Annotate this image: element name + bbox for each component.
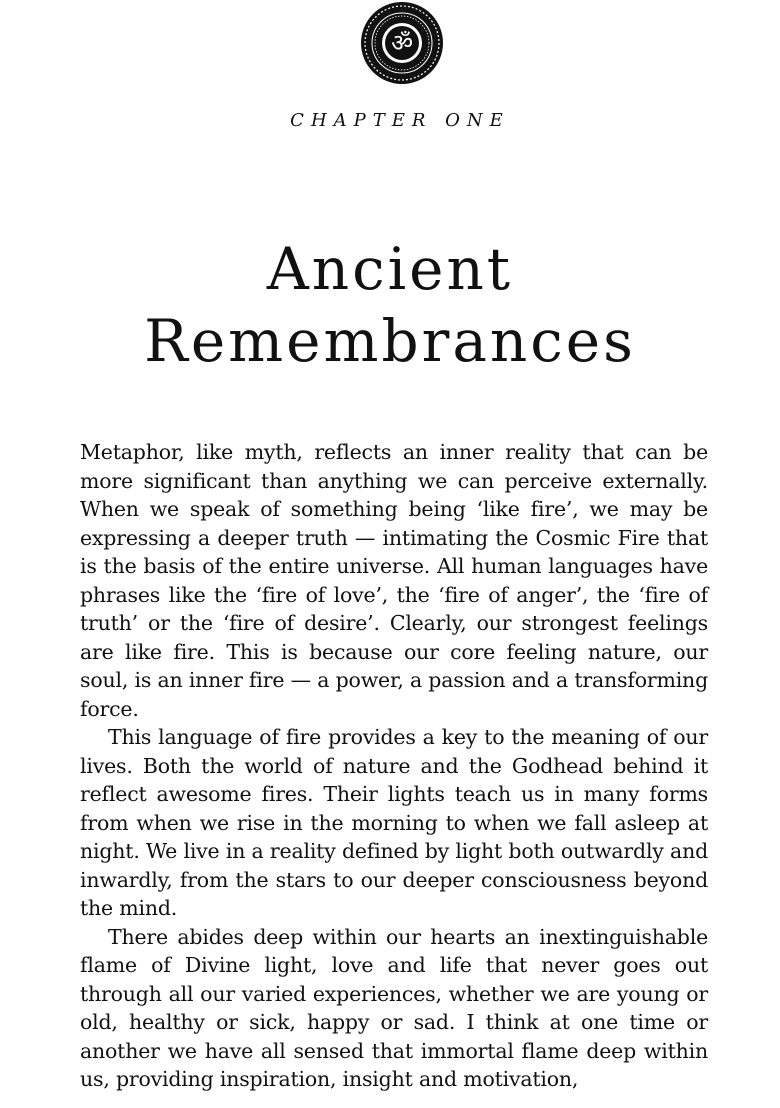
chapter-body [80, 438, 708, 1094]
om-mandala-icon [358, 0, 446, 86]
body-paragraph-1: Metaphor, like myth, reflects an inner reality that can be more significant than anything we can perceive externally. When we speak of something being ‘like fire’, we may be expressing a deeper truth — intimating the Cosmic Fire that is the basis of the entire universe. All human languages have phrases like the ‘fire of love’, the ‘fire of anger’, the ‘fire of truth’ or the ‘fire of desire’. Clearly, our strongest feelings are like fire. This is because our core feeling nature, our soul, is an inner fire — a power, a passion and a transforming force. [80, 440, 708, 721]
body-paragraph-3: There abides deep within our hearts an inextinguishable flame of Divine light, love and life that never goes out through all our varied experiences, whether we are young or old, healthy or sick, happy or sad. I think at one time or another we have all sensed that immortal flame deep within us, providing inspiration, insight and motivation, [80, 924, 708, 1091]
chapter-ornament [358, 0, 446, 86]
chapter-label: CHAPTER ONE [290, 110, 510, 131]
body-paragraph-2: This language of fire provides a key to the meaning of our lives. Both the world of nature and the Godhead behind it reflect awesome fires. Their lights teach us in many forms from when we rise in the morning to when we fall asleep at night. We live in a reality defined by light both outwardly and inwardly, from the stars to our deeper consciousness beyond the mind. [80, 725, 708, 920]
chapter-title-line-2: Remembrances [144, 307, 636, 375]
svg-text:ॐ: ॐ [391, 29, 413, 57]
chapter-title-line-1: Ancient [266, 235, 514, 303]
